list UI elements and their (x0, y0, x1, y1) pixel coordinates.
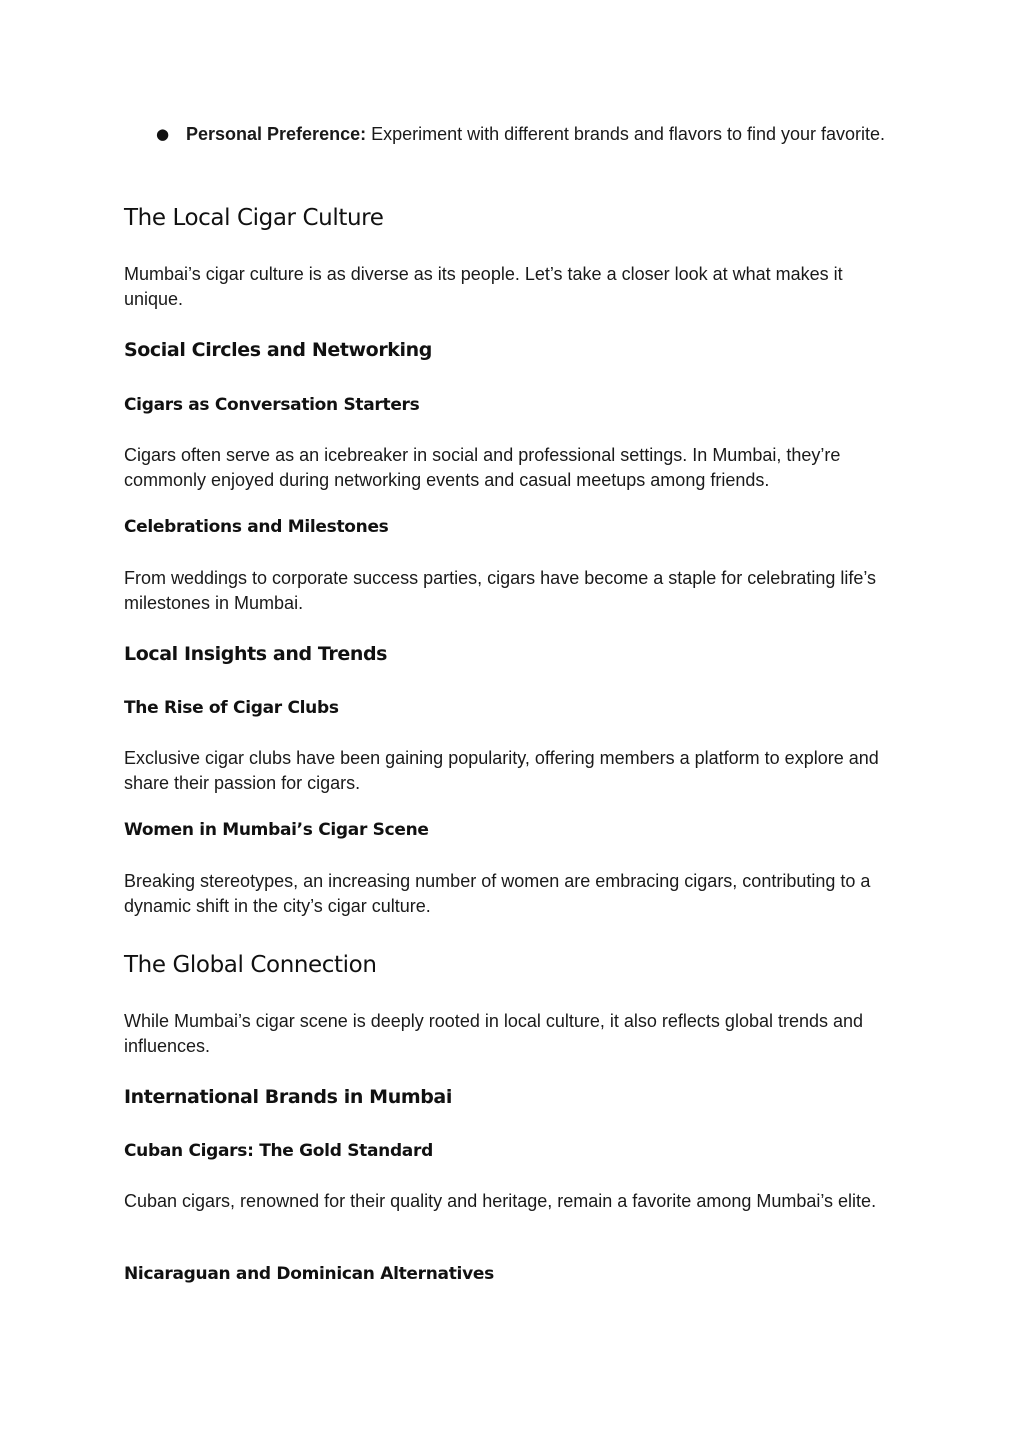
bullet-marker: ● (156, 125, 170, 143)
paragraph-cuban-cigars: Cuban cigars, renowned for their quality and heritage, remain a favorite among Mumbai’s elite. (124, 1191, 877, 1211)
heading-women-cigar-scene: Women in Mumbai’s Cigar Scene (124, 820, 429, 840)
paragraph-celebrations: From weddings to corporate success parties, cigars have become a staple for celebrating life’s milestones in Mumbai. (124, 568, 877, 613)
paragraph-global-intro: While Mumbai’s cigar scene is deeply rooted in local culture, it also reflects global trends and influences. (124, 1011, 864, 1056)
heading-local-insights: Local Insights and Trends (124, 643, 388, 665)
paragraph-conversation-starters: Cigars often serve as an icebreaker in social and professional settings. In Mumbai, they’re commonly enjoyed during networking events and casual meetups among friends. (124, 445, 841, 490)
heading-nicaraguan-dominican: Nicaraguan and Dominican Alternatives (124, 1264, 494, 1284)
heading-conversation-starters: Cigars as Conversation Starters (124, 395, 420, 415)
paragraph-cigar-clubs: Exclusive cigar clubs have been gaining popularity, offering members a platform to explore and share their passion for cigars. (124, 748, 879, 793)
heading-international-brands: International Brands in Mumbai (124, 1086, 452, 1108)
heading-social-circles: Social Circles and Networking (124, 339, 432, 361)
bullet-text: Experiment with different brands and flavors to find your favorite. (366, 124, 886, 144)
bullet-label: Personal Preference: (186, 124, 367, 144)
heading-cuban-cigars: Cuban Cigars: The Gold Standard (124, 1141, 433, 1161)
heading-rise-of-cigar-clubs: The Rise of Cigar Clubs (124, 698, 339, 718)
heading-local-cigar-culture: The Local Cigar Culture (124, 205, 384, 231)
heading-global-connection: The Global Connection (124, 952, 377, 978)
paragraph-women-cigar-scene: Breaking stereotypes, an increasing number of women are embracing cigars, contributing to a dynamic shift in the city’s cigar culture. (124, 871, 871, 916)
heading-celebrations: Celebrations and Milestones (124, 517, 389, 537)
paragraph-local-culture-intro: Mumbai’s cigar culture is as diverse as its people. Let’s take a closer look at what makes it unique. (124, 264, 843, 309)
bullet-item-personal-preference (186, 122, 886, 147)
